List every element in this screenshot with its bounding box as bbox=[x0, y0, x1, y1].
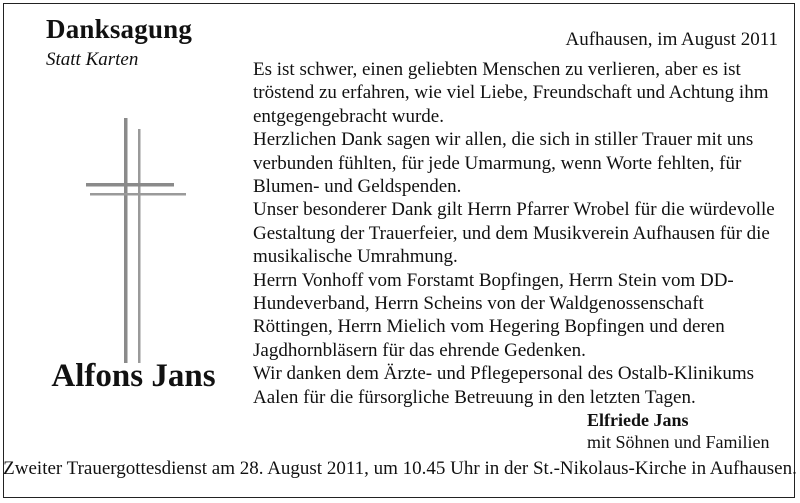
signature-line: mit Söhnen und Familien bbox=[587, 432, 770, 452]
paragraph: Unser besonderer Dank gilt Herrn Pfarrer Wrobel für die würdevolle Gestaltung der Trauerfeier, und dem Musikverein Aufhausen für die musikalische Umrahmung. bbox=[253, 199, 775, 268]
paragraph: Wir danken dem Ärzte- und Pflegepersonal des Ostalb-Klinikums Aalen für die fürsorgliche Betreuung in den letzten Tagen. bbox=[253, 363, 755, 408]
notice-body bbox=[253, 58, 783, 409]
paragraph: Herrn Vonhoff vom Forstamt Bopfingen, Herrn Stein vom DD-Hundeverband, Herrn Scheins von der Waldgenossenschaft Röttingen, Herrn Mielich vom Hegering Bopfingen und deren Jagdhornbläsern für das ehrende Gedenken. bbox=[253, 269, 734, 361]
deceased-name: Alfons Jans bbox=[51, 358, 216, 394]
cross-icon bbox=[80, 115, 190, 365]
notice-title: Danksagung bbox=[46, 14, 193, 44]
paragraph: Es ist schwer, einen geliebten Menschen zu verlieren, aber es ist tröstend zu erfahren, wie viel Liebe, Freundschaft und Achtung ihm entgegengebracht wurde. bbox=[253, 59, 769, 127]
signature-name: Elfriede Jans bbox=[587, 410, 689, 430]
notice-subtitle: Statt Karten bbox=[46, 49, 139, 70]
footer-note: Zweiter Trauergottesdienst am 28. August 2011, um 10.45 Uhr in der St.-Nikolaus-Kirche in Aufhausen. bbox=[3, 458, 797, 479]
place-date: Aufhausen, im August 2011 bbox=[565, 29, 778, 50]
paragraph: Herzlichen Dank sagen wir allen, die sich in stiller Trauer mit uns verbunden fühlten, für jede Umarmung, wenn Worte fehlten, für Blumen- und Geldspenden. bbox=[253, 129, 754, 198]
signature-block bbox=[587, 409, 770, 453]
